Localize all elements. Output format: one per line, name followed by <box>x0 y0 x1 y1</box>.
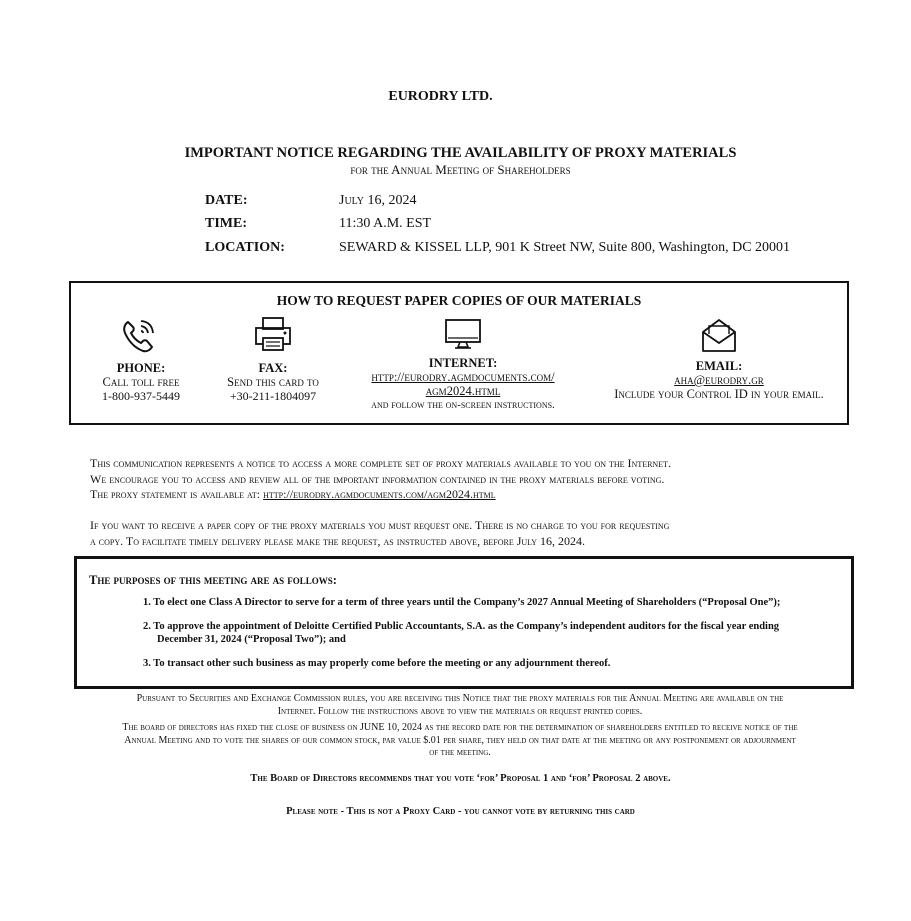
request-paper-copies-box <box>69 281 849 425</box>
fax-icon <box>254 316 292 352</box>
board-line2: Annual Meeting and to vote the shares of our common stock, par value $.01 per share, they held on that date at the meeting or any postponement or adjournment <box>124 734 796 746</box>
board-recommendation: The Board of Directors recommends that you vote ‘for’ Proposal 1 and ‘for’ Proposal 2 above. <box>250 773 671 784</box>
notice-title: IMPORTANT NOTICE REGARDING THE AVAILABILITY OF PROXY MATERIALS <box>184 145 737 161</box>
para1-line3 <box>90 487 850 503</box>
internet-url-line2[interactable]: agm2024.html <box>425 384 501 398</box>
purpose-item-2 <box>143 620 843 646</box>
phone-contact <box>81 361 201 403</box>
purpose-item-3: 3. To transact other such business as may properly come before the meeting or any adjournment thereof. <box>143 658 611 669</box>
para1-line2: We encourage you to access and review all of the important information contained in the proxy materials before voting. <box>90 471 665 486</box>
please-note: Please note - This is not a Proxy Card - you cannot vote by returning this card <box>286 806 635 817</box>
purpose-item-1: 1. To elect one Class A Director to serve for a term of three years until the Company’s 2027 Annual Meeting of Shareholders (“Proposal One”); <box>143 597 781 608</box>
location-label: LOCATION: <box>205 240 285 255</box>
company-name: EURODRY LTD. <box>388 89 493 104</box>
purposes-box <box>74 556 854 689</box>
time-value: 11:30 A.M. EST <box>339 216 432 231</box>
access-notice-paragraph <box>90 456 850 503</box>
computer-icon <box>444 318 482 350</box>
phone-icon <box>119 316 159 356</box>
notice-subtitle: for the Annual Meeting of Shareholders <box>350 162 571 177</box>
pursuant-line1: Pursuant to Securities and Exchange Commission rules, you are receiving this Notice that the proxy materials for the Annual Meeting are available on the <box>136 693 784 704</box>
fax-line1: Send this card to <box>227 375 319 389</box>
internet-instructions: and follow the on-screen instructions. <box>371 399 555 411</box>
email-label: EMAIL: <box>695 359 743 373</box>
email-instructions: Include your Control ID in your email. <box>614 387 824 401</box>
email-contact <box>591 359 847 401</box>
phone-label: PHONE: <box>116 361 166 375</box>
purpose-item-2-line1: 2. To approve the appointment of Deloitte Certified Public Accountants, S.A. as the Company’s independent auditors for the fiscal year ending <box>143 621 780 632</box>
para1-line1: This communication represents a notice to access a more complete set of proxy materials available to you on the Internet. <box>90 456 671 470</box>
para2-line2: a copy. To facilitate timely delivery please make the request, as instructed above, before July 16, 2024. <box>90 533 586 548</box>
email-address[interactable]: aha@eurodry.gr <box>674 373 764 387</box>
board-line1: The board of directors has fixed the close of business on JUNE 10, 2024 as the record date for the determination of shareholders entitled to receive notice of the <box>122 722 798 733</box>
pursuant-notice <box>60 693 860 718</box>
purposes-title: The purposes of this meeting are as follows: <box>89 573 337 587</box>
envelope-icon <box>700 316 738 354</box>
proxy-statement-link[interactable]: http://eurodry.agmdocuments.com/agm2024.html <box>263 487 496 501</box>
date-value: July 16, 2024 <box>339 193 417 208</box>
location-value: SEWARD & KISSEL LLP, 901 K Street NW, Suite 800, Washington, DC 20001 <box>339 240 791 255</box>
phone-number[interactable]: 1-800-937-5449 <box>102 389 180 403</box>
board-line3: of the meeting. <box>429 747 491 758</box>
record-date-notice <box>60 722 860 760</box>
fax-label: FAX: <box>258 361 288 375</box>
pursuant-line2: Internet. Follow the instructions above to view the materials or request printed copies. <box>277 705 643 717</box>
para2-line1: If you want to receive a paper copy of the proxy materials you must request one. There is no charge to you for requesting <box>90 518 670 532</box>
purpose-item-2-line2: December 31, 2024 (“Proposal Two”); and <box>157 634 346 645</box>
internet-url-line1[interactable]: http://eurodry.agmdocuments.com/ <box>371 370 555 384</box>
internet-label: INTERNET: <box>428 356 498 370</box>
date-label: DATE: <box>205 193 248 208</box>
time-label: TIME: <box>205 216 247 231</box>
internet-contact <box>341 356 585 412</box>
request-box-title: HOW TO REQUEST PAPER COPIES OF OUR MATERIALS <box>276 293 642 308</box>
proxy-statement-prefix: The proxy statement is available at: <box>90 487 261 501</box>
paper-copy-paragraph <box>90 518 850 549</box>
fax-contact <box>213 361 333 403</box>
phone-line1: Call toll free <box>102 375 180 389</box>
fax-number[interactable]: +30-211-1804097 <box>229 389 317 403</box>
